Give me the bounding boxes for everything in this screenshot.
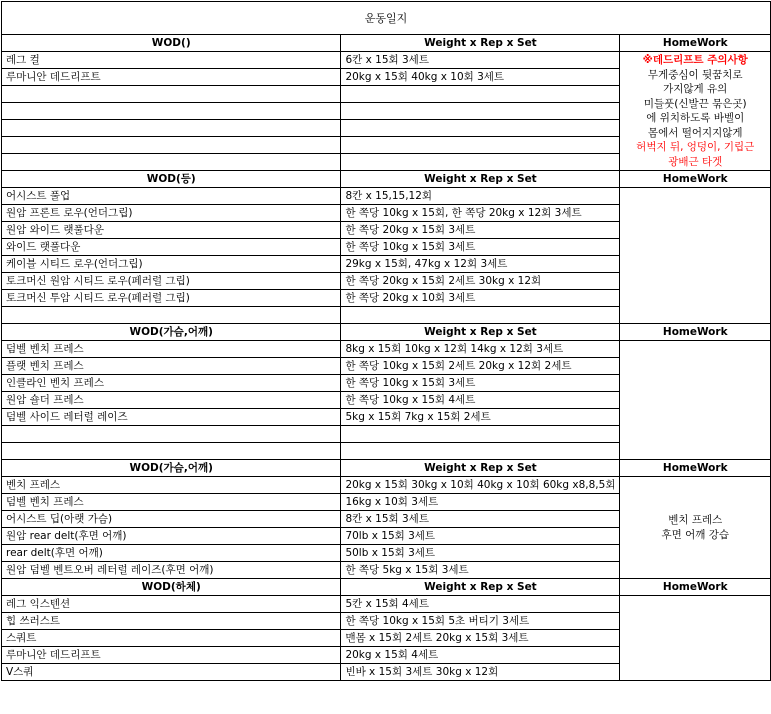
sets-cell: 50lb x 15회 3세트 <box>341 545 620 562</box>
exercise-name-cell: 플랫 벤치 프레스 <box>2 358 341 375</box>
homework-line: 벤치 프레스 <box>668 514 723 526</box>
sets-cell <box>341 137 620 154</box>
exercise-name-cell: V스쿼 <box>2 664 341 681</box>
exercise-name-cell: 토크머신 원암 시티드 로우(페러럴 그립) <box>2 273 341 290</box>
sets-column-header: Weight x Rep x Set <box>341 324 620 341</box>
sets-cell: 29kg x 15회, 47kg x 12회 3세트 <box>341 256 620 273</box>
exercise-name-cell: 레그 익스텐션 <box>2 596 341 613</box>
exercise-name-cell: 덤벨 벤치 프레스 <box>2 494 341 511</box>
homework-cell <box>620 188 771 324</box>
sets-cell <box>341 103 620 120</box>
exercise-name-cell: 케이블 시티드 로우(언더그립) <box>2 256 341 273</box>
section-header-row <box>2 171 771 188</box>
sets-cell: 20kg x 15회 30kg x 10회 40kg x 10회 60kg x8,8,5회 <box>341 477 620 494</box>
sets-cell <box>341 426 620 443</box>
homework-column-header: HomeWork <box>620 579 771 596</box>
sets-cell: 8칸 x 15회 3세트 <box>341 511 620 528</box>
workout-log-sheet <box>1 1 771 681</box>
sets-cell: 20kg x 15회 4세트 <box>341 647 620 664</box>
table-row <box>2 341 771 358</box>
homework-cell <box>620 477 771 579</box>
sets-cell <box>341 307 620 324</box>
homework-column-header: HomeWork <box>620 35 771 52</box>
sheet-body <box>2 2 771 681</box>
section-title: WOD() <box>2 35 341 52</box>
exercise-name-cell: 원암 rear delt(후면 어깨) <box>2 528 341 545</box>
exercise-name-cell: rear delt(후면 어깨) <box>2 545 341 562</box>
table-row <box>2 477 771 494</box>
homework-line: 가지않게 유의 <box>663 83 728 95</box>
table-row <box>2 188 771 205</box>
exercise-name-cell: 루마니안 데드리프트 <box>2 69 341 86</box>
sets-cell <box>341 86 620 103</box>
exercise-name-cell: 어시스트 풀업 <box>2 188 341 205</box>
homework-line: ※데드리프트 주의사항 <box>642 54 748 66</box>
exercise-name-cell: 인클라인 벤치 프레스 <box>2 375 341 392</box>
sets-cell: 맨몸 x 15회 2세트 20kg x 15회 3세트 <box>341 630 620 647</box>
exercise-name-cell <box>2 307 341 324</box>
exercise-name-cell <box>2 103 341 120</box>
exercise-name-cell: 루마니안 데드리프트 <box>2 647 341 664</box>
sets-cell <box>341 120 620 137</box>
section-title: WOD(가슴,어깨) <box>2 324 341 341</box>
exercise-name-cell <box>2 154 341 171</box>
exercise-name-cell: 토크머신 투암 시티드 로우(페러럴 그립) <box>2 290 341 307</box>
homework-column-header: HomeWork <box>620 324 771 341</box>
homework-line: 에 위치하도록 바벨이 <box>646 112 745 124</box>
sets-column-header: Weight x Rep x Set <box>341 579 620 596</box>
exercise-name-cell: 덤벨 사이드 레터럴 레이즈 <box>2 409 341 426</box>
sets-cell: 한 쪽당 20kg x 15회 3세트 <box>341 222 620 239</box>
section-header-row <box>2 579 771 596</box>
exercise-name-cell: 스쿼트 <box>2 630 341 647</box>
table-row <box>2 596 771 613</box>
sets-cell: 6칸 x 15회 3세트 <box>341 52 620 69</box>
sets-cell: 70lb x 15회 3세트 <box>341 528 620 545</box>
exercise-name-cell: 레그 컬 <box>2 52 341 69</box>
exercise-name-cell: 원암 와이드 랫풀다운 <box>2 222 341 239</box>
exercise-name-cell <box>2 120 341 137</box>
exercise-name-cell: 덤벨 벤치 프레스 <box>2 341 341 358</box>
sets-cell: 5칸 x 15회 4세트 <box>341 596 620 613</box>
sets-cell: 16kg x 10회 3세트 <box>341 494 620 511</box>
exercise-name-cell: 와이드 랫풀다운 <box>2 239 341 256</box>
table-row <box>2 52 771 69</box>
sets-cell: 한 쪽당 5kg x 15회 3세트 <box>341 562 620 579</box>
homework-line: 미들풋(신발끈 묶은곳) <box>643 97 747 110</box>
exercise-name-cell <box>2 86 341 103</box>
homework-line: 후면 어깨 강습 <box>661 528 729 541</box>
section-header-row <box>2 324 771 341</box>
exercise-name-cell: 어시스트 딥(아랫 가슴) <box>2 511 341 528</box>
sets-cell <box>341 154 620 171</box>
sets-cell: 5kg x 15회 7kg x 15회 2세트 <box>341 409 620 426</box>
homework-cell <box>620 52 771 171</box>
section-title: WOD(등) <box>2 171 341 188</box>
exercise-name-cell: 원암 프론트 로우(언더그립) <box>2 205 341 222</box>
section-header-row <box>2 460 771 477</box>
homework-column-header: HomeWork <box>620 460 771 477</box>
sets-cell: 한 쪽당 10kg x 15회 4세트 <box>341 392 620 409</box>
exercise-name-cell: 원암 덤벨 벤트오버 레터럴 레이즈(후면 어깨) <box>2 562 341 579</box>
section-title: WOD(가슴,어깨) <box>2 460 341 477</box>
homework-line: 몸에서 떨어지지않게 <box>647 126 743 139</box>
sets-column-header: Weight x Rep x Set <box>341 460 620 477</box>
sets-column-header: Weight x Rep x Set <box>341 171 620 188</box>
exercise-name-cell: 원암 숄더 프레스 <box>2 392 341 409</box>
sets-cell: 한 쪽당 20kg x 10회 3세트 <box>341 290 620 307</box>
exercise-name-cell: 벤치 프레스 <box>2 477 341 494</box>
sets-cell: 한 쪽당 10kg x 15회 2세트 20kg x 12회 2세트 <box>341 358 620 375</box>
sets-cell: 20kg x 15회 40kg x 10회 3세트 <box>341 69 620 86</box>
homework-cell <box>620 596 771 681</box>
exercise-name-cell <box>2 426 341 443</box>
section-title: WOD(하체) <box>2 579 341 596</box>
homework-cell <box>620 341 771 460</box>
sets-cell: 8칸 x 15,15,12회 <box>341 188 620 205</box>
homework-line: 무게중심이 뒷꿈치로 <box>647 68 743 81</box>
homework-column-header: HomeWork <box>620 171 771 188</box>
homework-line: 허벅지 뒤, 엉덩이, 기립근 <box>636 141 755 153</box>
exercise-name-cell <box>2 137 341 154</box>
sets-cell: 8kg x 15회 10kg x 12회 14kg x 12회 3세트 <box>341 341 620 358</box>
exercise-name-cell: 힙 쓰러스트 <box>2 613 341 630</box>
sets-cell <box>341 443 620 460</box>
sets-cell: 한 쪽당 20kg x 15회 2세트 30kg x 12회 <box>341 273 620 290</box>
sets-cell: 빈바 x 15회 3세트 30kg x 12회 <box>341 664 620 681</box>
sets-column-header: Weight x Rep x Set <box>341 35 620 52</box>
sets-cell: 한 쪽당 10kg x 15회 3세트 <box>341 239 620 256</box>
section-header-row <box>2 35 771 52</box>
sheet-title: 운동일지 <box>2 2 771 35</box>
sets-cell: 한 쪽당 10kg x 15회 5초 버티기 3세트 <box>341 613 620 630</box>
homework-line: 광배근 타겟 <box>668 155 723 168</box>
sets-cell: 한 쪽당 10kg x 15회 3세트 <box>341 375 620 392</box>
exercise-name-cell <box>2 443 341 460</box>
sets-cell: 한 쪽당 10kg x 15회, 한 쪽당 20kg x 12회 3세트 <box>341 205 620 222</box>
